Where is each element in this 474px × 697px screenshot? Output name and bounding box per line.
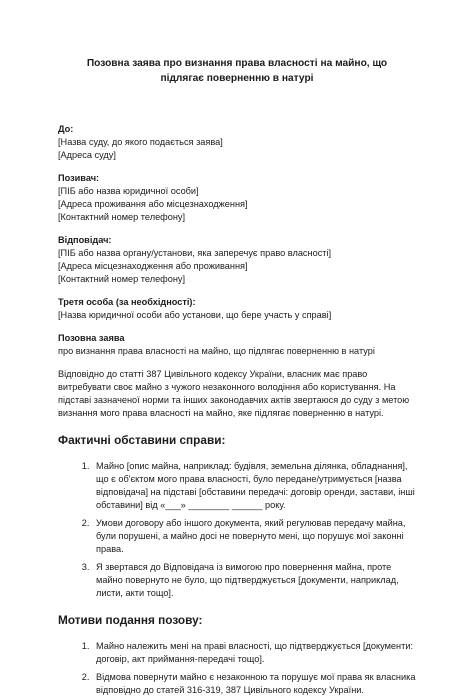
list-item: 1. Майно належить мені на праві власності, що підтверджується [документи: договір, акт приймання-передачі тощо]. [92, 640, 416, 666]
third-party-name: [Назва юридичної особи або установи, що бере участь у справі] [58, 310, 332, 320]
plaintiff-address: [Адреса проживання або місцезнаходження] [58, 199, 248, 209]
third-party-label: Третя особа (за необхідності): [58, 297, 196, 307]
to-label: До: [58, 124, 74, 134]
plaintiff-phone: [Контактний номер телефону] [58, 212, 186, 222]
claim-subject: про визнання права власності на майно, що підлягає поверненню в натурі [58, 346, 375, 356]
defendant-block [58, 234, 416, 286]
claim-label: Позовна заява [58, 333, 125, 343]
document-title: Позовна заява про визнання права власності на майно, що підлягає поверненню в натурі [86, 58, 388, 84]
plaintiff-block [58, 172, 416, 224]
facts-list [58, 460, 416, 600]
facts-heading: Фактичні обставини справи: [58, 433, 226, 447]
defendant-phone: [Контактний номер телефону] [58, 274, 186, 284]
defendant-label: Відповідач: [58, 235, 112, 245]
plaintiff-label: Позивач: [58, 173, 100, 183]
defendant-name: [ПІБ або назва органу/установи, яка заперечує право власності] [58, 248, 332, 258]
list-item: 2. Умови договору або іншого документа, який регулював передачу майна, були порушені, а майно досі не повернуто мені, що порушує мої законні права. [92, 517, 416, 556]
motives-list [58, 640, 416, 697]
court-address: [Адреса суду] [58, 150, 116, 160]
claim-block [58, 332, 416, 358]
plaintiff-name: [ПІБ або назва юридичної особи] [58, 186, 199, 196]
court-name: [Назва суду, до якого подається заява] [58, 137, 223, 147]
list-item: 3. Я звертався до Відповідача із вимогою про повернення майна, проте майно повернуто не було, що підтверджується [документи, наприклад, листи, акти тощо]. [92, 561, 416, 600]
motives-heading: Мотиви подання позову: [58, 613, 203, 627]
list-item: 2. Відмова повернути майно є незаконною та порушує мої права як власника відповідно до статей 316-319, 387 Цивільного кодексу України. [92, 671, 416, 697]
list-item: 1. Майно [опис майна, наприклад: будівля, земельна ділянка, обладнання], що є об'єктом мого права власності, було передане/утримується [назва відповідача] на підставі [обставини передачі: договір оренди, застави, інші обставини] від «___» ________ ______ року. [92, 460, 416, 512]
to-block [58, 123, 416, 162]
intro-paragraph: Відповідно до статті 387 Цивільного кодексу України, власник має право витребувати своє майно з чужого незаконного володіння або користування. На підставі зазначеної норми та інших законодавчих актів звертаюся до суду з метою визнання мого права власності на майно, яке підлягає поверненню в натурі. [58, 369, 410, 418]
defendant-address: [Адреса місцезнаходження або проживання] [58, 261, 248, 271]
third-party-block [58, 296, 416, 322]
